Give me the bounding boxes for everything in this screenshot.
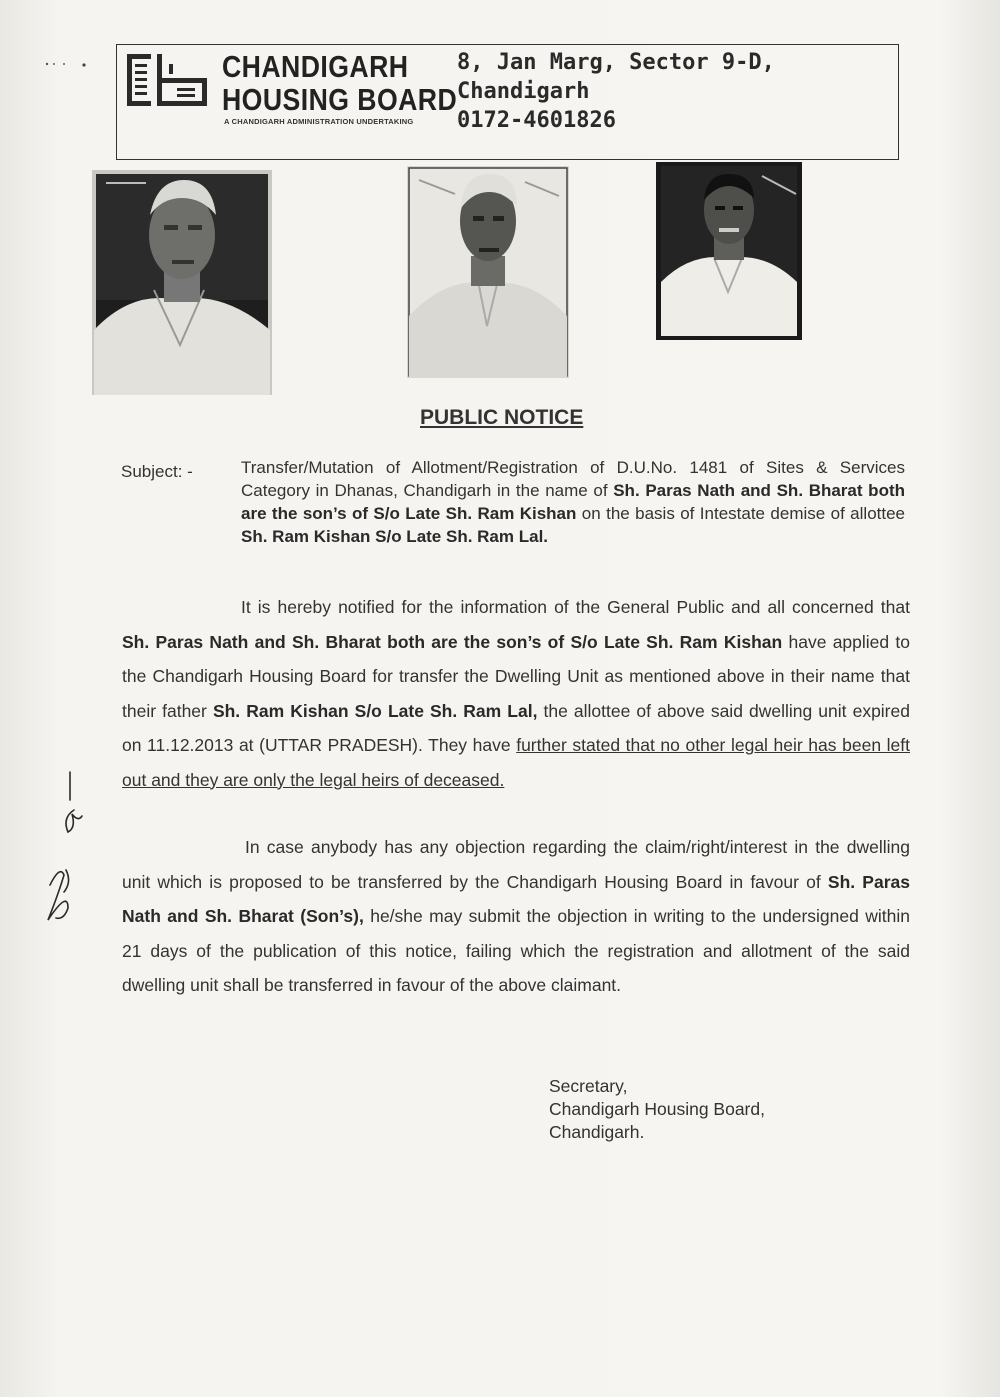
handwritten-initials xyxy=(38,770,88,930)
org-name-line1: CHANDIGARH xyxy=(222,49,409,84)
paragraph-text: It is hereby notified for the information of the General Public and all concerned that xyxy=(241,597,910,617)
phone-number: 0172-4601826 xyxy=(457,108,616,133)
paragraph-bold: Sh. Paras Nath and Sh. Bharat both are the son’s of S/o Late Sh. Ram Kishan xyxy=(122,631,783,652)
notice-title: PUBLIC NOTICE xyxy=(420,406,584,429)
org-address xyxy=(457,48,775,135)
org-tagline: A CHANDIGARH ADMINISTRATION UNDERTAKING xyxy=(224,117,414,126)
photo-2 xyxy=(407,166,569,378)
paragraph-text: In case anybody has any objection regarding the claim/right/interest in the dwelling unit which is proposed to be transferred by the Chandigarh Housing Board in favour of xyxy=(122,837,910,892)
subject-label: Subject: - xyxy=(121,462,193,481)
photo-3 xyxy=(656,162,802,340)
subject-bold-allottee: Sh. Ram Kishan S/o Late Sh. Ram Lal. xyxy=(241,527,549,546)
subject-text-part: on the basis of Intestate demise of allottee xyxy=(576,504,906,523)
chb-logo-icon xyxy=(125,52,215,112)
paragraph-text: he/she may submit the objection in writing to the undersigned within 21 days of the publication of this notice, failing which the registration and allotment of the said dwelling unit shall be transferred in favour of the above claimant. xyxy=(122,906,911,995)
paragraph-text: have applied to the Chandigarh Housing Board for transfer the Dwelling Unit as mentioned above in their name that their father xyxy=(122,631,910,721)
scan-mark xyxy=(44,60,89,68)
paragraph-bold: Sh. Paras Nath and Sh. Bharat (Son’s), xyxy=(122,871,910,926)
paragraph-text: the allottee of above said dwelling unit expired on 11.12.2013 at (UTTAR PRADESH). They have xyxy=(122,700,910,755)
signature-line1: Secretary, xyxy=(549,1076,628,1096)
subject-text-part: Transfer/Mutation of Allotment/Registration of D.U.No. 1481 of Sites & Services Category in Dhanas, Chandigarh in the name of xyxy=(241,458,905,500)
signature-line3: Chandigarh. xyxy=(549,1122,645,1142)
address-line1: 8, Jan Marg, Sector 9-D, xyxy=(457,50,775,75)
subject-text xyxy=(241,456,905,548)
signature-block xyxy=(549,1075,765,1144)
notice-paragraph-2 xyxy=(122,830,910,1003)
signature-line2: Chandigarh Housing Board, xyxy=(549,1099,765,1119)
photo-1 xyxy=(92,170,272,395)
address-line2: Chandigarh xyxy=(457,79,590,104)
org-name xyxy=(222,50,457,116)
subject-bold-names: Sh. Paras Nath and Sh. Bharat both are the son’s of S/o Late Sh. Ram Kishan xyxy=(241,481,906,523)
paragraph-bold: Sh. Ram Kishan S/o Late Sh. Ram Lal, xyxy=(212,700,538,721)
org-name-line2: HOUSING BOARD xyxy=(222,82,458,117)
notice-paragraph-1 xyxy=(122,590,910,797)
paragraph-underlined: further stated that no other legal heir has been left out and they are only the legal heirs of deceased. xyxy=(122,735,910,790)
